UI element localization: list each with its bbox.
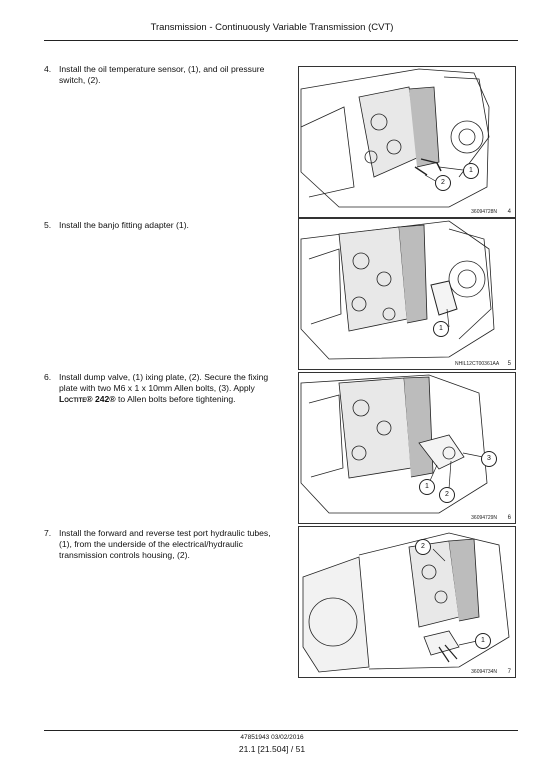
transmission-illustration-4: [299, 67, 515, 217]
step-5: [44, 220, 284, 232]
step-number: 6.: [44, 372, 52, 382]
step-number: 5.: [44, 220, 52, 230]
callout-2: 2: [435, 175, 451, 191]
figure-code: 36094734N: [471, 669, 497, 675]
transmission-illustration-6: [299, 373, 515, 523]
callout-3: 3: [481, 451, 497, 467]
loctite-product: Loctite® 242®: [59, 394, 116, 404]
footer-rule: [44, 730, 518, 731]
figure-7: [298, 526, 516, 678]
callout-2: 2: [439, 487, 455, 503]
header-rule: [44, 40, 518, 41]
figure-number: 6: [507, 515, 511, 521]
document-reference: 47851943 03/02/2016: [240, 734, 304, 741]
transmission-illustration-5: [299, 219, 515, 369]
figure-number: 5: [507, 361, 511, 367]
step-text: Install the banjo fitting adapter (1).: [59, 220, 189, 230]
figure-code: 36094728N: [471, 209, 497, 215]
figure-5: [298, 218, 516, 370]
callout-1: 1: [463, 163, 479, 179]
step-number: 7.: [44, 528, 52, 538]
step-number: 4.: [44, 64, 52, 74]
callout-1: 1: [419, 479, 435, 495]
callout-1: 1: [433, 321, 449, 337]
step-4: [44, 64, 284, 88]
step-text: Install the oil temperature sensor, (1), and oil pressure switch, (2).: [59, 64, 265, 85]
figure-code: NHIL12CT00361AA: [455, 361, 500, 367]
callout-1: 1: [475, 633, 491, 649]
step-7: [44, 528, 284, 564]
step-text: Install the forward and reverse test port hydraulic tubes, (1), from the underside of the electrical/hydraulic transmission controls housing, (2).: [59, 528, 271, 560]
figure-6: [298, 372, 516, 524]
step-6: [44, 372, 284, 408]
figure-number: 4: [507, 209, 511, 215]
figure-code: 36094729N: [471, 515, 497, 521]
step-text: Install dump valve, (1) ixing plate, (2). Secure the fixing plate with two M6 x 1 x 10mm Allen bolts, (3). Apply Loctite® 242® to Allen bolts before tightening.: [59, 372, 269, 404]
page-header: Transmission - Continuously Variable Transmission (CVT): [150, 22, 394, 33]
figure-4: [298, 66, 516, 218]
transmission-illustration-7: [299, 527, 515, 677]
figure-number: 7: [507, 669, 511, 675]
callout-2: 2: [415, 539, 431, 555]
page-number: 21.1 [21.504] / 51: [238, 744, 306, 754]
